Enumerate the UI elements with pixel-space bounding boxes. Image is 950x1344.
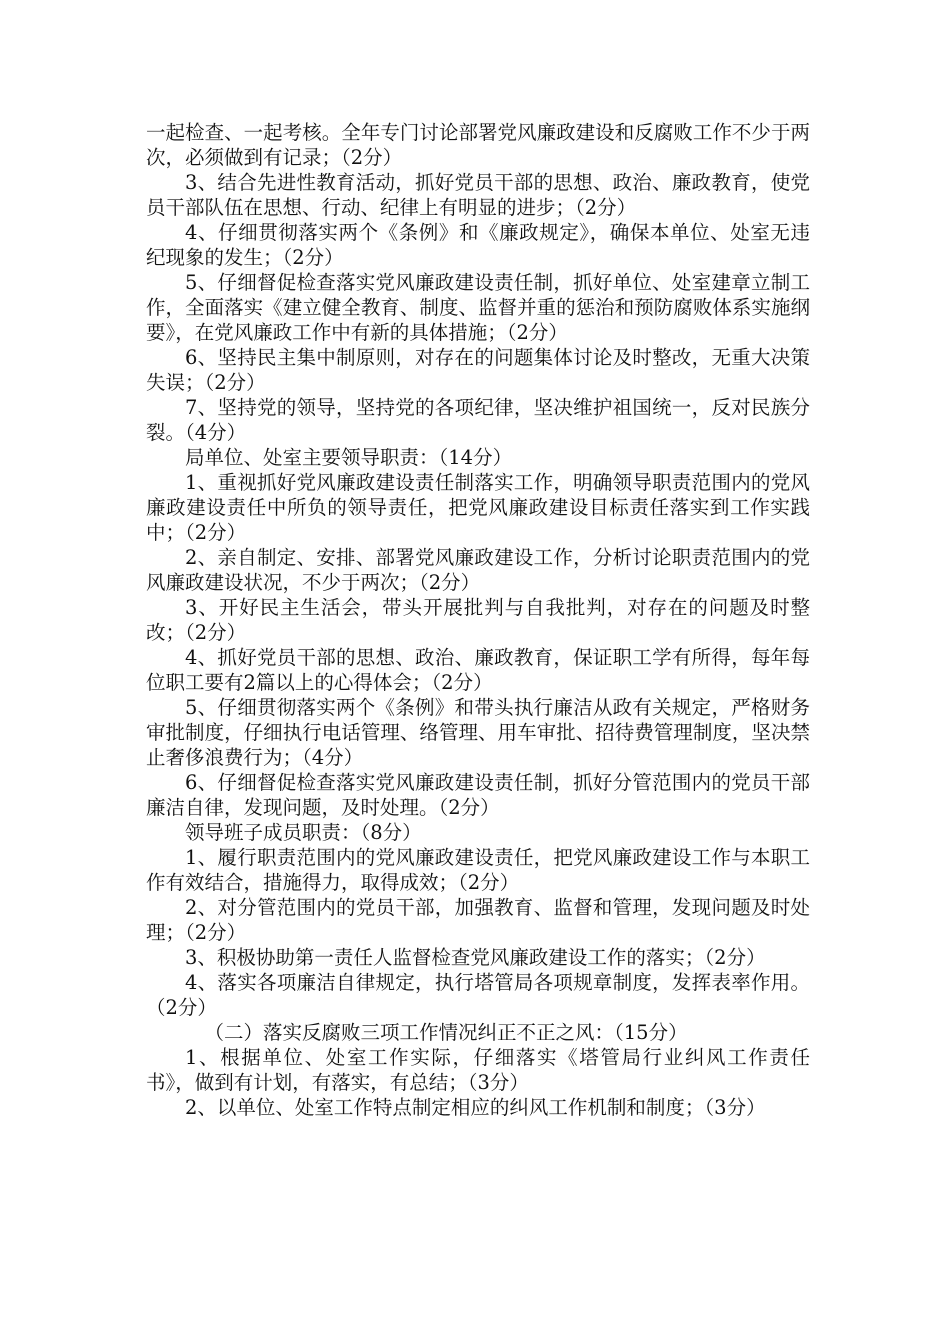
paragraph: 6、坚持民主集中制原则，对存在的问题集体讨论及时整改，无重大决策失误；（2分） <box>146 346 810 394</box>
paragraph: 5、仔细贯彻落实两个《条例》和带头执行廉洁从政有关规定，严格财务审批制度，仔细执行电话管理、络管理、用车审批、招待费管理制度，坚决禁止奢侈浪费行为；（4分） <box>146 696 810 769</box>
paragraph: 2、对分管范围内的党员干部，加强教育、监督和管理，发现问题及时处理；（2分） <box>146 896 810 944</box>
document-body <box>146 120 810 1120</box>
paragraph: 7、坚持党的领导，坚持党的各项纪律，坚决维护祖国统一，反对民族分裂。（4分） <box>146 396 810 444</box>
paragraph: 1、根据单位、处室工作实际，仔细落实《塔管局行业纠风工作责任书》，做到有计划，有落实，有总结；（3分） <box>146 1046 810 1094</box>
paragraph: 2、亲自制定、安排、部署党风廉政建设工作，分析讨论职责范围内的党风廉政建设状况，不少于两次；（2分） <box>146 546 810 594</box>
paragraph: 4、落实各项廉洁自律规定，执行塔管局各项规章制度，发挥表率作用。（2分） <box>146 971 810 1019</box>
paragraph: 领导班子成员职责：（8分） <box>185 821 422 844</box>
paragraph: 1、重视抓好党风廉政建设责任制落实工作，明确领导职责范围内的党风廉政建设责任中所负的领导责任，把党风廉政建设目标责任落实到工作实践中；（2分） <box>146 471 810 544</box>
paragraph: 一起检查、一起考核。全年专门讨论部署党风廉政建设和反腐败工作不少于两次，必须做到有记录；（2分） <box>146 121 810 169</box>
paragraph: 6、仔细督促检查落实党风廉政建设责任制，抓好分管范围内的党员干部廉洁自律，发现问题，及时处理。（2分） <box>146 771 810 819</box>
paragraph: 3、开好民主生活会，带头开展批判与自我批判，对存在的问题及时整改；（2分） <box>146 596 810 644</box>
paragraph: 4、抓好党员干部的思想、政治、廉政教育，保证职工学有所得，每年每位职工要有2篇以上的心得体会；（2分） <box>146 646 810 694</box>
paragraph: 4、仔细贯彻落实两个《条例》和《廉政规定》，确保本单位、处室无违纪现象的发生；（2分） <box>146 221 810 269</box>
paragraph: 局单位、处室主要领导职责：（14分） <box>185 446 513 469</box>
paragraph: 1、履行职责范围内的党风廉政建设责任，把党风廉政建设工作与本职工作有效结合，措施得力，取得成效；（2分） <box>146 846 810 894</box>
paragraph: 3、结合先进性教育活动，抓好党员干部的思想、政治、廉政教育，使党员干部队伍在思想、行动、纪律上有明显的进步；（2分） <box>146 171 810 219</box>
paragraph: 5、仔细督促检查落实党风廉政建设责任制，抓好单位、处室建章立制工作，全面落实《建立健全教育、制度、监督并重的惩治和预防腐败体系实施纲要》，在党风廉政工作中有新的具体措施；（2分） <box>146 271 810 344</box>
paragraph: 2、以单位、处室工作特点制定相应的纠风工作机制和制度；（3分） <box>185 1096 766 1119</box>
paragraph: （二）落实反腐败三项工作情况纠正不正之风：（15分） <box>204 1021 688 1044</box>
paragraph: 3、积极协助第一责任人监督检查党风廉政建设工作的落实；（2分） <box>185 946 766 969</box>
